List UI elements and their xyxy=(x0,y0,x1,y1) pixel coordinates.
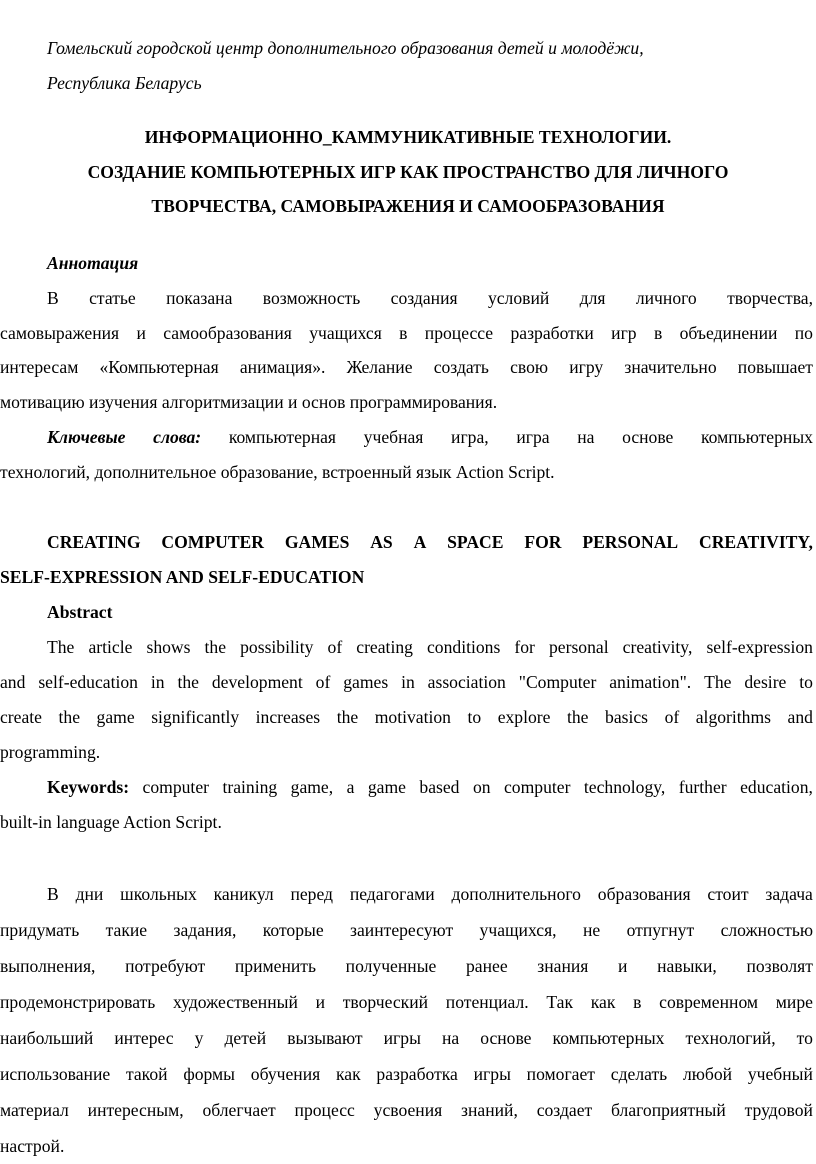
word: Ключевые xyxy=(47,427,126,447)
word: and xyxy=(787,707,813,727)
word: «Компьютерная xyxy=(99,357,219,377)
annotation-heading: Аннотация xyxy=(47,253,139,273)
word: компьютерных xyxy=(701,427,813,447)
word: материал xyxy=(0,1100,69,1120)
word: технологий, xyxy=(685,1028,776,1048)
word: придумать xyxy=(0,920,80,940)
word: to xyxy=(799,672,813,692)
word: creating xyxy=(356,637,413,657)
word: create xyxy=(0,707,42,727)
word: the xyxy=(567,707,589,727)
word: further xyxy=(678,777,727,797)
word: объединении xyxy=(679,323,778,343)
body-line-8: настрой. xyxy=(0,1136,65,1156)
word: мире xyxy=(775,992,813,1012)
word: навыки, xyxy=(657,956,717,976)
word: художественный xyxy=(173,992,298,1012)
word: и xyxy=(618,956,628,976)
word: the xyxy=(204,637,227,657)
word: games xyxy=(343,672,389,692)
title-ru-line-1: ИНФОРМАЦИОННО_КАММУНИКАТИВНЫЕ ТЕХНОЛОГИИ. xyxy=(144,127,672,147)
word: условий xyxy=(487,288,550,308)
word: любой xyxy=(682,1064,733,1084)
body-line-6 xyxy=(0,1066,813,1084)
word: задания, xyxy=(173,920,237,940)
word: создать xyxy=(433,357,489,377)
word: в xyxy=(633,992,642,1012)
word: Желание xyxy=(346,357,413,377)
abstract-line-1 xyxy=(47,639,813,657)
word: игры xyxy=(473,1064,511,1084)
body-line-5 xyxy=(0,1030,813,1048)
word: CREATIVITY, xyxy=(698,532,813,552)
keywords-en-line-2: built-in language Action Script. xyxy=(0,812,222,832)
word: как xyxy=(590,992,616,1012)
word: сложностью xyxy=(720,920,813,940)
word: FOR xyxy=(524,532,562,552)
word: возможность xyxy=(262,288,361,308)
word: in xyxy=(150,672,165,692)
word: интересным, xyxy=(87,1100,184,1120)
word: animation". xyxy=(609,672,692,692)
word: to xyxy=(467,707,482,727)
word: учащихся xyxy=(309,323,382,343)
word: education, xyxy=(740,777,813,797)
word: детей xyxy=(224,1028,267,1048)
word: применить xyxy=(234,956,317,976)
word: показана xyxy=(166,288,233,308)
word: и xyxy=(136,323,146,343)
word: компьютерных xyxy=(552,1028,665,1048)
annotation-line-4: мотивацию изучения алгоритмизации и основ программирования. xyxy=(0,392,498,412)
word: творческий xyxy=(342,992,429,1012)
word: свою xyxy=(510,357,549,377)
word: формы xyxy=(183,1064,235,1084)
word: PERSONAL xyxy=(582,532,679,552)
word: game, xyxy=(290,777,334,797)
word: самовыражения xyxy=(0,323,120,343)
word: личного xyxy=(635,288,697,308)
word: потребуют xyxy=(125,956,206,976)
title-en-line-1 xyxy=(47,534,813,552)
word: "Computer xyxy=(518,672,597,692)
word: вызывают xyxy=(287,1028,363,1048)
word: AS xyxy=(370,532,393,552)
word: основе xyxy=(622,427,674,447)
word: самообразования xyxy=(163,323,292,343)
word: позволят xyxy=(746,956,813,976)
word: of xyxy=(315,672,331,692)
word: современном xyxy=(659,992,759,1012)
word: of xyxy=(327,637,343,657)
word: заинтересуют xyxy=(350,920,454,940)
word: анимация». xyxy=(239,357,326,377)
keywords-ru-line-1 xyxy=(47,429,813,447)
word: игра, xyxy=(451,427,489,447)
word: отпугнут xyxy=(626,920,695,940)
word: школьных xyxy=(120,884,197,904)
word: такие xyxy=(105,920,148,940)
word: association xyxy=(427,672,506,692)
word: A xyxy=(413,532,427,552)
word: on xyxy=(472,777,491,797)
word: у xyxy=(194,1028,204,1048)
word: компьютерная xyxy=(228,427,337,447)
word: процессе xyxy=(424,323,494,343)
word: a xyxy=(346,777,355,797)
word: Keywords: xyxy=(47,777,130,797)
word: for xyxy=(514,637,535,657)
word: the xyxy=(177,672,199,692)
annotation-line-3 xyxy=(0,359,813,377)
abstract-line-3 xyxy=(0,709,813,727)
word: game xyxy=(96,707,135,727)
word: облегчает xyxy=(202,1100,276,1120)
keywords-ru-line-2: технологий, дополнительное образование, встроенный язык Action Script. xyxy=(0,462,555,482)
word: по xyxy=(794,323,813,343)
word: the xyxy=(58,707,81,727)
word: выполнения, xyxy=(0,956,96,976)
word: self-education xyxy=(38,672,138,692)
word: CREATING xyxy=(47,532,141,552)
word: of xyxy=(664,707,680,727)
word: основе xyxy=(480,1028,532,1048)
word: как xyxy=(336,1064,361,1084)
word: создает xyxy=(536,1100,593,1120)
word: computer xyxy=(142,777,209,797)
abstract-line-2 xyxy=(0,674,813,692)
word: the xyxy=(336,707,359,727)
annotation-line-1 xyxy=(47,290,813,308)
word: знания xyxy=(537,956,589,976)
word: учебный xyxy=(747,1064,813,1084)
word: такой xyxy=(125,1064,168,1084)
word: COMPUTER xyxy=(161,532,264,552)
word: усвоения xyxy=(373,1100,443,1120)
word: possibility xyxy=(240,637,314,657)
word: разработки xyxy=(510,323,594,343)
word: сделать xyxy=(610,1064,668,1084)
word: интересам xyxy=(0,357,79,377)
word: продемонстрировать xyxy=(0,992,156,1012)
word: algorithms xyxy=(695,707,772,727)
word: полученные xyxy=(345,956,437,976)
body-line-1 xyxy=(47,886,813,904)
word: Так xyxy=(546,992,574,1012)
word: development xyxy=(211,672,303,692)
word: учебная xyxy=(363,427,424,447)
word: В xyxy=(47,288,59,308)
word: процесс xyxy=(294,1100,355,1120)
word: наибольший xyxy=(0,1028,94,1048)
word: increases xyxy=(255,707,321,727)
word: ранее xyxy=(465,956,508,976)
word: desire xyxy=(744,672,787,692)
word: игры xyxy=(383,1028,421,1048)
word: в xyxy=(399,323,408,343)
word: дополнительного xyxy=(451,884,581,904)
word: and xyxy=(0,672,26,692)
word: В xyxy=(47,884,59,904)
word: интерес xyxy=(114,1028,174,1048)
word: помогает xyxy=(526,1064,595,1084)
word: shows xyxy=(146,637,191,657)
annotation-line-2 xyxy=(0,325,813,343)
word: статье xyxy=(89,288,136,308)
word: game xyxy=(367,777,406,797)
word: обучения xyxy=(250,1064,321,1084)
body-line-4 xyxy=(0,994,813,1012)
title-ru-line-2: СОЗДАНИЕ КОМПЬЮТЕРНЫХ ИГР КАК ПРОСТРАНСТВО ДЛЯ ЛИЧНОГО xyxy=(87,162,729,182)
word: игру xyxy=(569,357,604,377)
word: значительно xyxy=(624,357,717,377)
word: self-expression xyxy=(706,637,813,657)
word: образования xyxy=(597,884,691,904)
word: педагогами xyxy=(349,884,435,904)
body-line-3 xyxy=(0,958,813,976)
word: использование xyxy=(0,1064,111,1084)
word: перед xyxy=(290,884,333,904)
word: creativity, xyxy=(622,637,693,657)
word: на xyxy=(577,427,595,447)
word: The xyxy=(47,637,75,657)
word: motivation xyxy=(374,707,451,727)
affiliation-line-2: Республика Беларусь xyxy=(47,73,202,93)
word: творчества, xyxy=(727,288,813,308)
word: на xyxy=(441,1028,460,1048)
body-line-2 xyxy=(0,922,813,940)
abstract-line-4: programming. xyxy=(0,742,101,762)
word: игр xyxy=(611,323,637,343)
word: SPACE xyxy=(447,532,504,552)
word: каникул xyxy=(213,884,274,904)
word: создания xyxy=(390,288,458,308)
word: для xyxy=(579,288,606,308)
word: потенциал. xyxy=(445,992,529,1012)
word: разработка xyxy=(376,1064,458,1084)
word: в xyxy=(653,323,663,343)
word: in xyxy=(401,672,415,692)
word: personal xyxy=(548,637,609,657)
word: GAMES xyxy=(284,532,350,552)
body-line-7 xyxy=(0,1102,813,1120)
word: благоприятный xyxy=(611,1100,726,1120)
word: задача xyxy=(765,884,813,904)
word: знаний, xyxy=(461,1100,518,1120)
word: повышает xyxy=(737,357,813,377)
word: которые xyxy=(262,920,324,940)
word: то xyxy=(796,1028,813,1048)
word: training xyxy=(222,777,278,797)
word: стоит xyxy=(707,884,749,904)
title-en-line-2: SELF-EXPRESSION AND SELF-EDUCATION xyxy=(0,567,365,587)
word: дни xyxy=(75,884,104,904)
word: учащихся, xyxy=(479,920,557,940)
word: computer xyxy=(503,777,571,797)
word: слова: xyxy=(153,427,202,447)
word: basics xyxy=(605,707,649,727)
word: significantly xyxy=(151,707,240,727)
word: based xyxy=(419,777,460,797)
word: и xyxy=(315,992,326,1012)
affiliation-line-1: Гомельский городской центр дополнительного образования детей и молодёжи, xyxy=(47,38,644,58)
word: technology, xyxy=(583,777,666,797)
word: article xyxy=(88,637,133,657)
word: трудовой xyxy=(744,1100,813,1120)
abstract-heading: Abstract xyxy=(47,602,113,622)
title-ru-line-3: ТВОРЧЕСТВА, САМОВЫРАЖЕНИЯ И САМООБРАЗОВАНИЯ xyxy=(151,196,665,216)
word: игра xyxy=(516,427,550,447)
keywords-en-line-1 xyxy=(47,779,813,797)
word: The xyxy=(704,672,732,692)
word: explore xyxy=(497,707,551,727)
word: conditions xyxy=(427,637,501,657)
word: не xyxy=(582,920,601,940)
